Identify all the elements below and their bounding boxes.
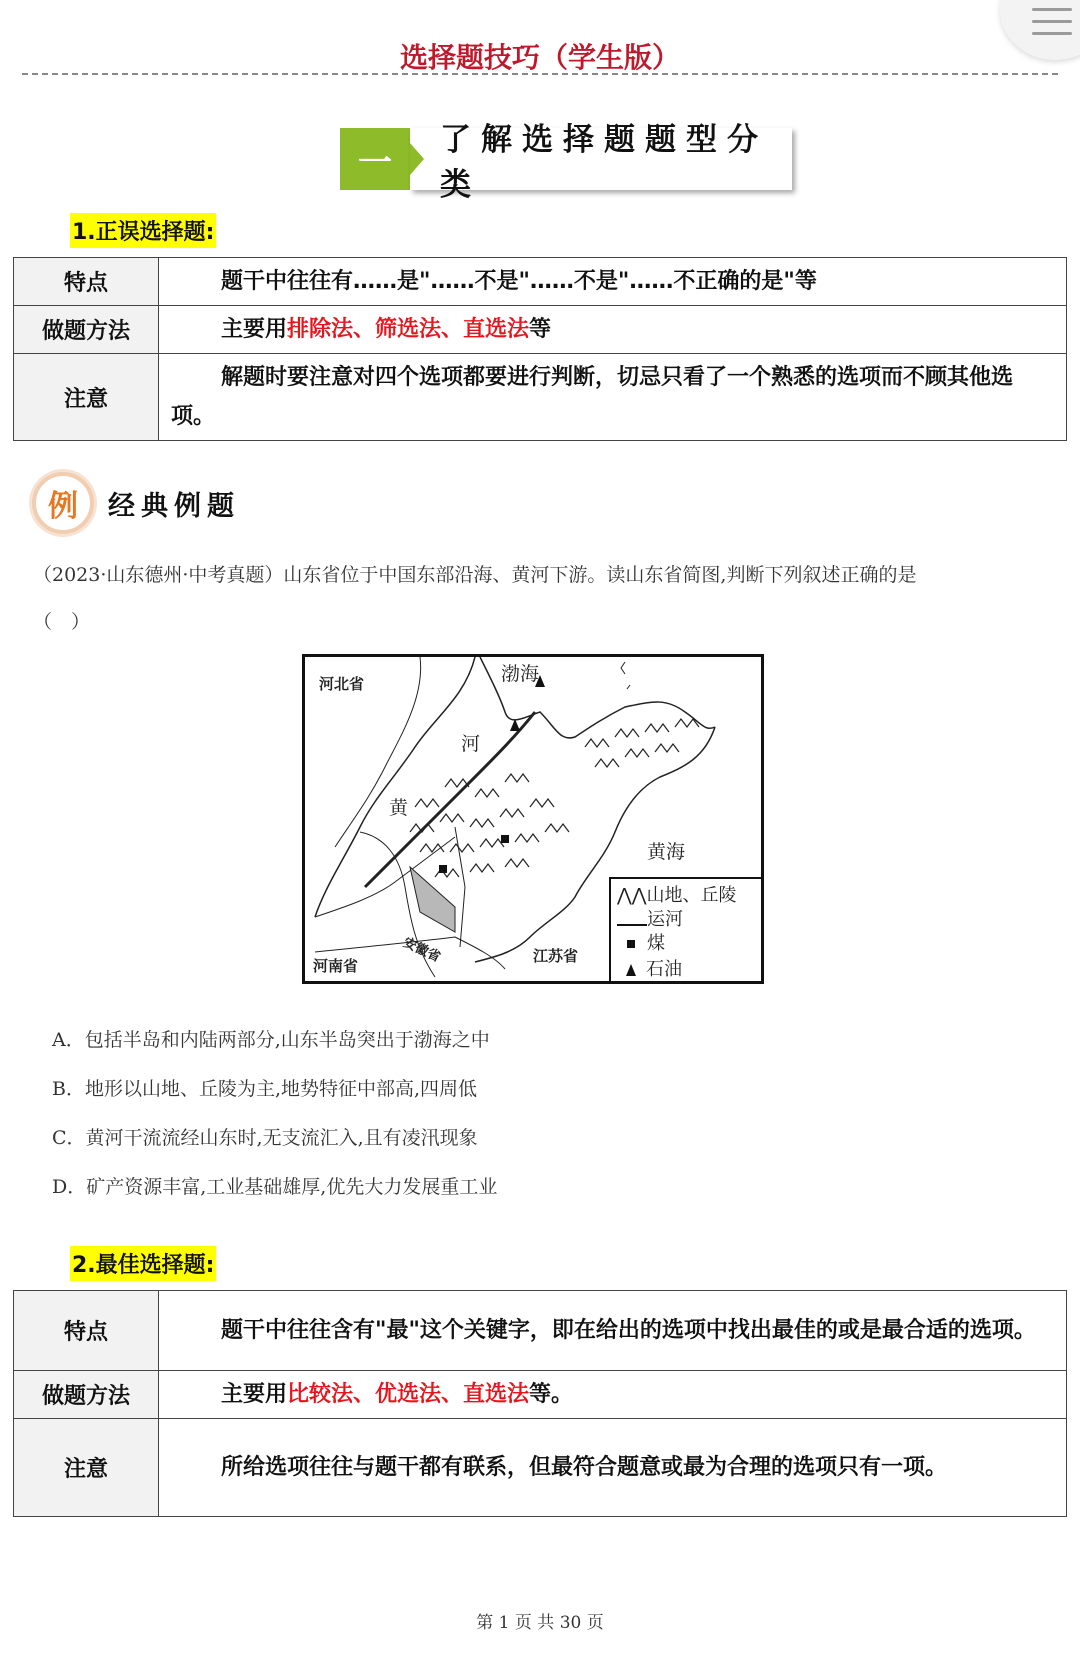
table-row: [14, 1371, 1067, 1419]
row-value: [159, 1419, 1067, 1517]
row-highlight: 比较法、优选法、直选法: [287, 1382, 530, 1407]
shandong-map: [302, 654, 764, 984]
answer-blank: （ ）: [33, 611, 91, 633]
row-label: 做题方法: [14, 306, 159, 354]
row-suffix: 等: [529, 317, 552, 342]
row-text: 所给选项往往与题干都有联系，但最符合题意或最为合理的选项只有一项。: [221, 1454, 948, 1480]
banner-number: 一: [340, 128, 410, 190]
row-prefix: 主要用: [221, 1382, 288, 1407]
row-text: 解题时要注意对四个选项都要进行判断，切忌只看了一个熟悉的选项而不顾其他选项。: [171, 365, 1014, 429]
row-label: 做题方法: [14, 1371, 159, 1419]
row-text: 题干中往往有……是"……不是"……不是"……不正确的是"等: [221, 269, 817, 294]
table-row: [14, 1291, 1067, 1371]
section1-heading: 1.正误选择题:: [70, 213, 216, 248]
legend-mountain: [617, 881, 737, 907]
coal-icon: [627, 940, 635, 948]
question-stem: [33, 552, 1053, 646]
section-banner: [340, 122, 792, 203]
row-suffix: 等。: [529, 1382, 574, 1407]
row-value: [159, 258, 1067, 306]
options-list: [52, 1016, 497, 1212]
legend-canal: [617, 905, 683, 931]
row-label: 注意: [14, 1419, 159, 1517]
label-hebei: 河北省: [319, 675, 365, 693]
row-text: 题干中往往含有"最"这个关键字，即在给出的选项中找出最佳的或是最合适的选项。: [221, 1318, 1036, 1343]
row-label: 特点: [14, 258, 159, 306]
menu-icon: [1032, 8, 1072, 11]
row-label: 注意: [14, 354, 159, 441]
row-prefix: 主要用: [221, 317, 288, 342]
legend-canal-text: 运河: [647, 909, 683, 930]
menu-icon-bar: [1032, 32, 1072, 35]
label-huang: 黄: [389, 797, 409, 819]
option-c[interactable]: C．黄河干流流经山东时,无支流汇入,且有凌汛现象: [52, 1127, 478, 1149]
canal-icon: [617, 914, 647, 926]
legend-mountain-text: 山地、丘陵: [646, 885, 737, 906]
example-label: 经典例题: [108, 491, 240, 522]
table-row: [14, 1419, 1067, 1517]
map-legend: [609, 877, 761, 981]
table-row: [14, 258, 1067, 306]
label-he: 河: [461, 733, 481, 755]
row-label: 特点: [14, 1291, 159, 1371]
example-icon: 例: [32, 472, 94, 534]
title-divider: [22, 73, 1058, 75]
label-bohai: 渤海: [501, 663, 540, 685]
row-value: [159, 354, 1067, 441]
legend-oil-text: 石油: [646, 959, 682, 980]
example-banner: [32, 472, 320, 534]
section2-table: [13, 1290, 1067, 1517]
table-row: [14, 354, 1067, 441]
table-row: [14, 306, 1067, 354]
section1-table: [13, 257, 1067, 441]
question-text: （2023·山东德州·中考真题）山东省位于中国东部沿海、黄河下游。读山东省简图,判断下列叙述正确的是: [33, 564, 917, 586]
legend-oil: [617, 955, 682, 981]
page-footer: 第 1 页 共 30 页: [476, 1613, 604, 1633]
legend-coal: [617, 929, 665, 955]
section2-heading: 2.最佳选择题:: [70, 1246, 216, 1281]
row-value: [159, 306, 1067, 354]
option-b[interactable]: B．地形以山地、丘陵为主,地势特征中部高,四周低: [52, 1078, 478, 1100]
row-highlight: 排除法、筛选法、直选法: [287, 317, 530, 342]
label-jiangsu: 江苏省: [533, 947, 579, 965]
label-huanghai: 黄海: [647, 841, 686, 863]
banner-text: 了解选择题题型分类: [410, 128, 792, 190]
mountain-icon: ⋀⋀: [617, 885, 647, 906]
label-henan: 河南省: [313, 957, 359, 975]
row-value: [159, 1291, 1067, 1371]
label-anhui: 安徽省: [400, 935, 443, 966]
document-title: 选择题技巧（学生版）: [399, 41, 680, 74]
banner-arrow-icon: [410, 143, 424, 175]
legend-coal-text: 煤: [647, 933, 665, 954]
option-a[interactable]: A．包括半岛和内陆两部分,山东半岛突出于渤海之中: [52, 1029, 490, 1051]
option-d[interactable]: D．矿产资源丰富,工业基础雄厚,优先大力发展重工业: [52, 1176, 498, 1198]
row-value: [159, 1371, 1067, 1419]
oil-icon: [626, 964, 636, 976]
menu-icon-bar: [1032, 20, 1072, 23]
